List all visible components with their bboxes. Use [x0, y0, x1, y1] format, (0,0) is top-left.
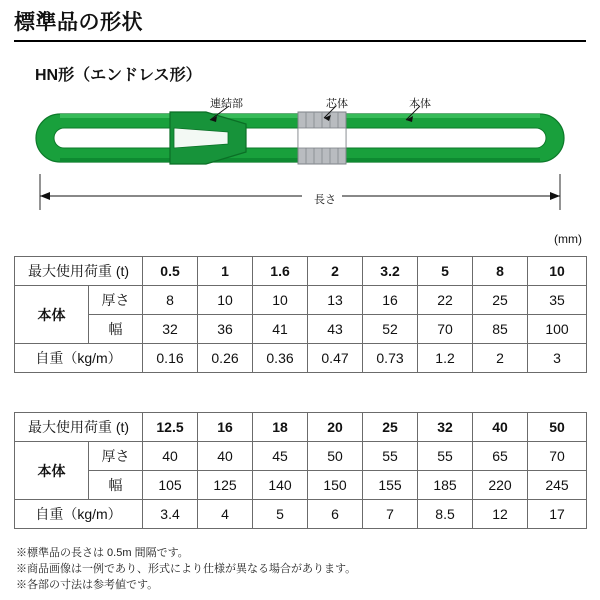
- load-value: 12.5: [143, 413, 198, 442]
- width-value: 43: [308, 315, 363, 344]
- load-value: 0.5: [143, 257, 198, 286]
- body-row-label: 本体: [15, 442, 89, 500]
- footnotes: [16, 546, 586, 594]
- width-value: 36: [198, 315, 253, 344]
- load-value: 3.2: [363, 257, 418, 286]
- table-row: [15, 257, 587, 286]
- load-value: 32: [418, 413, 473, 442]
- core-section: [298, 112, 346, 164]
- thickness-value: 40: [198, 442, 253, 471]
- spec-table-2-wrapper: [14, 412, 586, 529]
- table-row: [15, 286, 587, 315]
- thickness-value: 70: [528, 442, 587, 471]
- width-value: 100: [528, 315, 587, 344]
- section-subtitle: HN形（エンドレス形）: [35, 67, 202, 84]
- weight-value: 12: [473, 500, 528, 529]
- max-load-header: 最大使用荷重 (t): [15, 257, 143, 286]
- width-value: 52: [363, 315, 418, 344]
- load-value: 18: [253, 413, 308, 442]
- weight-value: 0.16: [143, 344, 198, 373]
- width-value: 125: [198, 471, 253, 500]
- length-dimension: [40, 174, 560, 210]
- weight-value: 6: [308, 500, 363, 529]
- thickness-value: 8: [143, 286, 198, 315]
- thickness-value: 35: [528, 286, 587, 315]
- weight-value: 7: [363, 500, 418, 529]
- label-length: 長さ: [314, 194, 336, 206]
- table-row: [15, 315, 587, 344]
- weight-value: 0.73: [363, 344, 418, 373]
- page-header: [14, 10, 586, 42]
- weight-label: 自重（kg/m）: [15, 500, 143, 529]
- width-value: 105: [143, 471, 198, 500]
- sling-illustration: [14, 88, 586, 233]
- load-value: 1.6: [253, 257, 308, 286]
- table-row: [15, 471, 587, 500]
- weight-value: 3.4: [143, 500, 198, 529]
- sling-diagram: [14, 88, 586, 233]
- load-value: 8: [473, 257, 528, 286]
- max-load-header: 最大使用荷重 (t): [15, 413, 143, 442]
- load-value: 20: [308, 413, 363, 442]
- thickness-value: 22: [418, 286, 473, 315]
- spec-table-2: [14, 412, 587, 529]
- thickness-value: 50: [308, 442, 363, 471]
- load-value: 16: [198, 413, 253, 442]
- body-row-label: 本体: [15, 286, 89, 344]
- load-value: 5: [418, 257, 473, 286]
- thickness-value: 16: [363, 286, 418, 315]
- table-row: [15, 500, 587, 529]
- width-value: 150: [308, 471, 363, 500]
- thickness-label: 厚さ: [89, 442, 143, 471]
- weight-value: 0.36: [253, 344, 308, 373]
- width-value: 41: [253, 315, 308, 344]
- weight-value: 2: [473, 344, 528, 373]
- label-body: 本体: [409, 98, 431, 110]
- thickness-value: 13: [308, 286, 363, 315]
- width-value: 70: [418, 315, 473, 344]
- label-connector: 連結部: [210, 98, 243, 110]
- thickness-value: 65: [473, 442, 528, 471]
- weight-value: 4: [198, 500, 253, 529]
- width-value: 185: [418, 471, 473, 500]
- width-label: 幅: [89, 315, 143, 344]
- thickness-value: 55: [418, 442, 473, 471]
- thickness-label: 厚さ: [89, 286, 143, 315]
- thickness-value: 10: [253, 286, 308, 315]
- load-value: 40: [473, 413, 528, 442]
- width-value: 220: [473, 471, 528, 500]
- label-core: 芯体: [326, 98, 348, 110]
- footnote-item: ※各部の寸法は参考値です。: [16, 578, 159, 591]
- width-value: 140: [253, 471, 308, 500]
- thickness-value: 25: [473, 286, 528, 315]
- weight-value: 0.47: [308, 344, 363, 373]
- thickness-value: 55: [363, 442, 418, 471]
- load-value: 10: [528, 257, 587, 286]
- table-row: [15, 413, 587, 442]
- width-value: 245: [528, 471, 587, 500]
- thickness-value: 45: [253, 442, 308, 471]
- weight-value: 1.2: [418, 344, 473, 373]
- width-value: 32: [143, 315, 198, 344]
- load-value: 1: [198, 257, 253, 286]
- weight-value: 17: [528, 500, 587, 529]
- unit-note: (mm): [554, 232, 582, 246]
- header-divider: [14, 40, 586, 42]
- width-value: 85: [473, 315, 528, 344]
- footnote-item: ※標準品の長さは 0.5m 間隔です。: [16, 547, 189, 559]
- table-row: [15, 344, 587, 373]
- spec-table-1: [14, 256, 587, 373]
- load-value: 2: [308, 257, 363, 286]
- weight-label: 自重（kg/m）: [15, 344, 143, 373]
- thickness-value: 40: [143, 442, 198, 471]
- load-value: 25: [363, 413, 418, 442]
- weight-value: 0.26: [198, 344, 253, 373]
- load-value: 50: [528, 413, 587, 442]
- weight-value: 5: [253, 500, 308, 529]
- footnote-item: ※商品画像は一例であり、形式により仕様が異なる場合があります。: [16, 562, 357, 575]
- weight-value: 8.5: [418, 500, 473, 529]
- table-row: [15, 442, 587, 471]
- thickness-value: 10: [198, 286, 253, 315]
- width-label: 幅: [89, 471, 143, 500]
- weight-value: 3: [528, 344, 587, 373]
- spec-table-1-wrapper: [14, 256, 586, 373]
- page-title: 標準品の形状: [14, 11, 143, 34]
- width-value: 155: [363, 471, 418, 500]
